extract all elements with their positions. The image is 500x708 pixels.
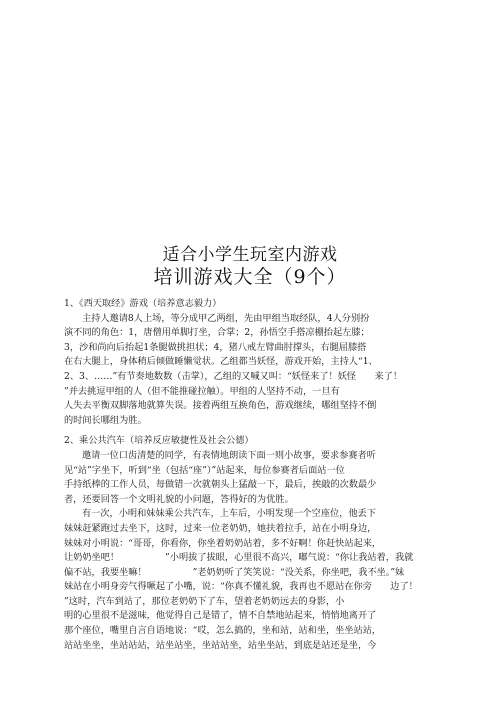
- paragraph-line: 有一次，小明和妹妹乘公共汽车，上车后，小明发现一个空座位，他丢下: [82, 508, 376, 520]
- paragraph-line: ”并去挑逗甲组的人（但不能推碰拉触）。甲组的人坚持不动，一旦有: [64, 385, 340, 397]
- section-2: [64, 434, 454, 653]
- paragraph-line: 的时间长哪组为胜。: [64, 414, 147, 426]
- paragraph-line: 邀请一位口齿清楚的同学，有表情地朗读下面一则小故事，要求参赛者听: [82, 449, 376, 461]
- paragraph-line: 主持人邀请8人上场，等分成甲乙两组，先由甲组当取经队，4人分别扮: [82, 312, 370, 324]
- section-1: [64, 297, 454, 428]
- paragraph-line: 2、3、……”有节奏地数数（击掌），乙组的又喊又叫：“妖怪来了！妖怪 来了！: [64, 370, 403, 382]
- paragraph-line: ”这时，汽车到站了，那位老奶奶下了车，望着老奶奶远去的身影，小: [64, 595, 345, 607]
- paragraph-line: 见“站”字坐下，听到“坐（包括“座”）”站起来，每位参赛者后面站一位: [64, 464, 345, 476]
- paragraph-line: 者，还要回答一个文明礼貌的小问题，答得好的为优胜。: [64, 493, 294, 505]
- paragraph-line: 妹妹赶紧跑过去坐下，这时，过来一位老奶奶，她扶着拉手，站在小明身边，: [64, 522, 377, 534]
- paragraph-line: 3，沙和尚向后抬起1条腿做挑担状；4，猪八戒左臂曲肘撑头，右腿屈膝搭: [64, 341, 367, 353]
- paragraph-line: 妹妹对小明说：“哥哥，你看你，你坐着奶奶站着，多不好啊！你赶快站起来，: [64, 537, 382, 549]
- paragraph-line: 手持纸棒的工作人员，每做错一次就朝头上猛敲一下，最后，挨敲的次数最少: [64, 479, 377, 491]
- paragraph-line: 站站坐坐，坐站站站，站坐站坐，坐站站坐，站坐坐站，到底是站还是坐，今: [64, 639, 377, 651]
- section-heading: 1、《西天取经》游戏（培养意志毅力）: [64, 298, 222, 309]
- paragraph-line: 那个座位，嘴里自言自语地说：“哎，怎么搞的，坐和站，站和坐，坐坐站站，: [64, 625, 382, 637]
- paragraph-line: 在右大腿上，身体稍后倾做睡懒觉状。乙组都当妖怪，游戏开始，主持人“1、: [64, 356, 378, 368]
- doc-title: 适合小学生玩室内游戏: [162, 245, 338, 265]
- paragraph-line: 妹站在小明身旁气得噘起了小嘴，说：“你真不懂礼貌，我再也不愿站在你旁 边了！: [64, 581, 418, 593]
- doc-subtitle: 培训游戏大全（9个）: [153, 266, 347, 288]
- paragraph-line: 明的心里很不是滋味，他觉得自己是错了，情不自禁地站起来，悄悄地离开了: [64, 610, 377, 622]
- paragraph-line: 偏不站，我要坐嘛！ ”老奶奶听了笑笑说：“没关系，你坐吧，我不坐。”妹: [64, 566, 405, 578]
- document-body: [64, 297, 454, 653]
- paragraph-line: 演不同的角色：1，唐僧用单脚打坐，合掌；2，孙悟空手搭凉棚抬起左膝；: [64, 327, 370, 339]
- paragraph-line: 让奶奶坐吧！ ”小明拔了拔眼，心里很不高兴，嘟气说：“你让我站着，我就: [64, 552, 414, 564]
- paragraph-line: 人失去平衡双脚落地就算失误。接着两组互换角色，游戏继续，哪组坚持不倒: [64, 400, 377, 412]
- section-heading: 2、乘公共汽车（培养反应敏捷性及社会公德）: [64, 435, 254, 447]
